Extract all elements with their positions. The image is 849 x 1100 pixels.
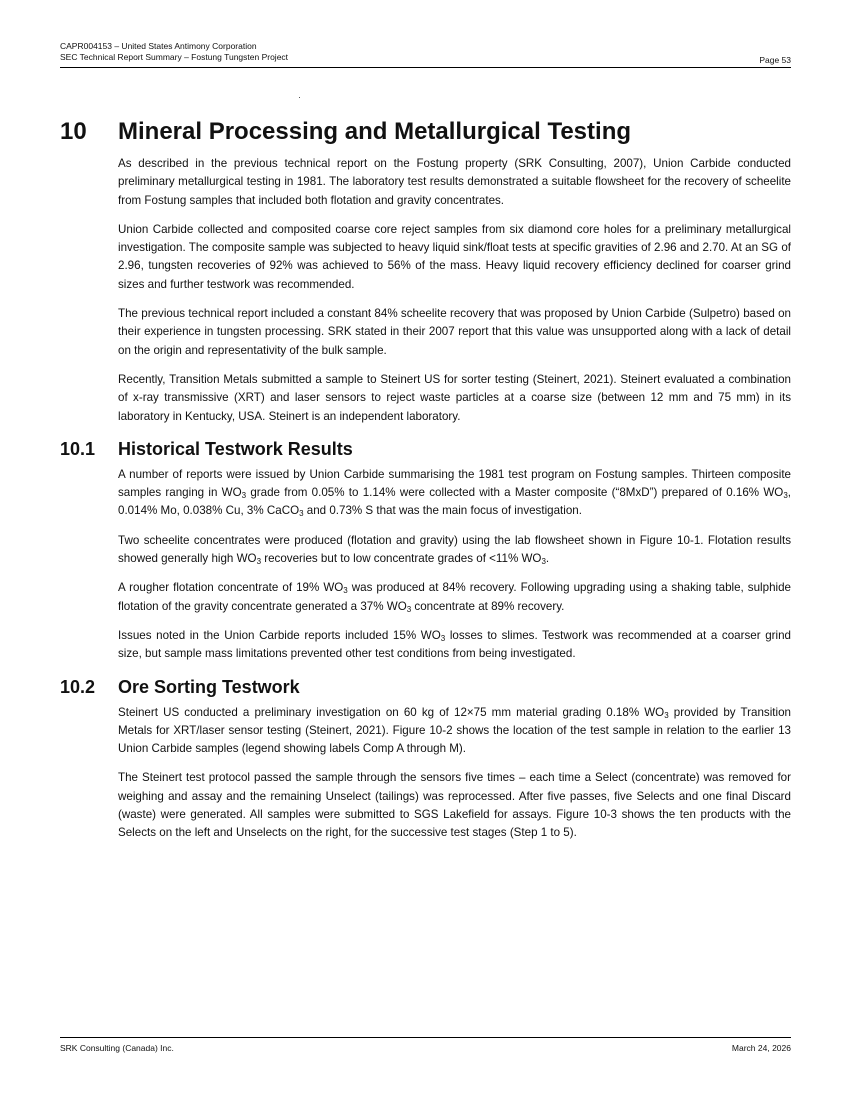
paragraph: The previous technical report included a constant 84% scheelite recovery that was proposed by Union Carbide (Sulpetro) based on their experience in tungsten processing. SRK stated in their 2007 report that this value was unsupported along with a lack of detail on the origin and representativity of the bulk sample. (118, 307, 791, 357)
page-header (60, 41, 791, 68)
paragraph: Two scheelite concentrates were produced (flotation and gravity) using the lab flowsheet shown in Figure 10-1. Flotation results showed generally high $WO_3$ recoveries but to low concentrate grades of <11% $WO_3$. (118, 533, 791, 567)
paragraph: A number of reports were issued by Union Carbide summarising the 1981 test program on Fostung samples. Thirteen composite samples ranging in $WO_3$ grade from 0.05% to 1.14% were collected with a Master composite (“8MxD”) prepared of 0.16% $WO_3$, 0.014% Mo, 0.038% Cu, 3% CaCO$_3$ and 0.73% S that was the main focus of investigation. (118, 467, 791, 519)
section-10-body (118, 155, 791, 426)
paragraph: The Steinert test protocol passed the sample through the sensors five times – each time a Select (concentrate) was removed for weighing and assay and the remaining Unselect (tailings) was reprocessed. After five passes, five Selects and one final Discard (waste) were generated. All samples were submitted to SGS Lakefield for assays. Figure 10-3 shows the ten products with the Selects on the left and Unselects on the right, for the successive test stages (Step 1 to 5). (118, 771, 791, 840)
subsection-number: 10.2 (60, 676, 96, 697)
paragraph: As described in the previous technical report on the Fostung property (SRK Consulting, 2007), Union Carbide conducted preliminary metallurgical testing in 1981. The laboratory test results demonstrated a suitable flowsheet for the recovery of scheelite from Fostung samples that included both flotation and gravity concentrates. (118, 157, 791, 207)
footer-date: March 24, 2026 (731, 1043, 791, 1053)
header-report-title: SEC Technical Report Summary – Fostung Tungsten Project (60, 51, 289, 62)
page-number: Page 53 (759, 54, 791, 65)
footer-company: SRK Consulting (Canada) Inc. (60, 1043, 174, 1053)
section-title: Mineral Processing and Metallurgical Testing (118, 118, 632, 145)
subsection-title: Ore Sorting Testwork (118, 676, 300, 697)
section-10-heading (60, 116, 791, 148)
section-10-heading-block (60, 116, 791, 148)
stray-mark (299, 97, 300, 98)
paragraph: A rougher flotation concentrate of 19% $WO_3$ was produced at 84% recovery. Following upgrading using a shaking table, sulphide flotation of the gravity concentrate generated a 37% $WO_3$ concentrate at 89% recovery. (118, 581, 791, 614)
section-10-1-heading (60, 437, 791, 461)
section-10-2-heading-block (60, 675, 791, 699)
paragraph: Steinert US conducted a preliminary investigation on 60 kg of 12×75 mm material grading 0.18% $WO_3$ provided by Transition Metals for XRT/laser sensor testing (Steinert, 2021). Figure 10-2 shows the location of the test sample in relation to the earlier 13 Union Carbide samples (legend showing labels Comp A through M). (118, 705, 791, 756)
section-number: 10 (60, 118, 87, 145)
paragraph: Issues noted in the Union Carbide reports included 15% $WO_3$ losses to slimes. Testwork was recommended at a coarser grind size, but sample mass limitations prevented other test conditions from being investigated. (118, 628, 791, 661)
subsection-number: 10.1 (60, 438, 96, 459)
page-content (60, 114, 791, 854)
subsection-title: Historical Testwork Results (118, 438, 353, 459)
section-10-1-body (118, 466, 791, 664)
paragraph: Recently, Transition Metals submitted a sample to Steinert US for sorter testing (Steinert, 2021). Steinert evaluated a combination of x-ray transmissive (XRT) and laser sensors to reject waste particles at a coarse size (between 12 mm and 75 mm) in its laboratory in Kentucky, USA. Steinert is an independent laboratory. (118, 372, 791, 423)
paragraph: Union Carbide collected and composited coarse core reject samples from six diamond core holes for a preliminary metallurgical investigation. The composite sample was subjected to heavy liquid sink/float tests at specific gravities of 2.96 and 2.70. At an SG of 2.96, tungsten recoveries of 92% was achieved to 56% of the mass. Heavy liquid recovery efficiency declined for coarser grind sizes and further testwork was recommended. (118, 222, 791, 291)
page-footer (60, 1037, 791, 1054)
header-document-id: CAPR004153 – United States Antimony Corporation (60, 41, 257, 51)
section-10-2-heading (60, 675, 791, 699)
section-10-1-heading-block (60, 437, 791, 461)
section-10-2-body (118, 704, 791, 843)
